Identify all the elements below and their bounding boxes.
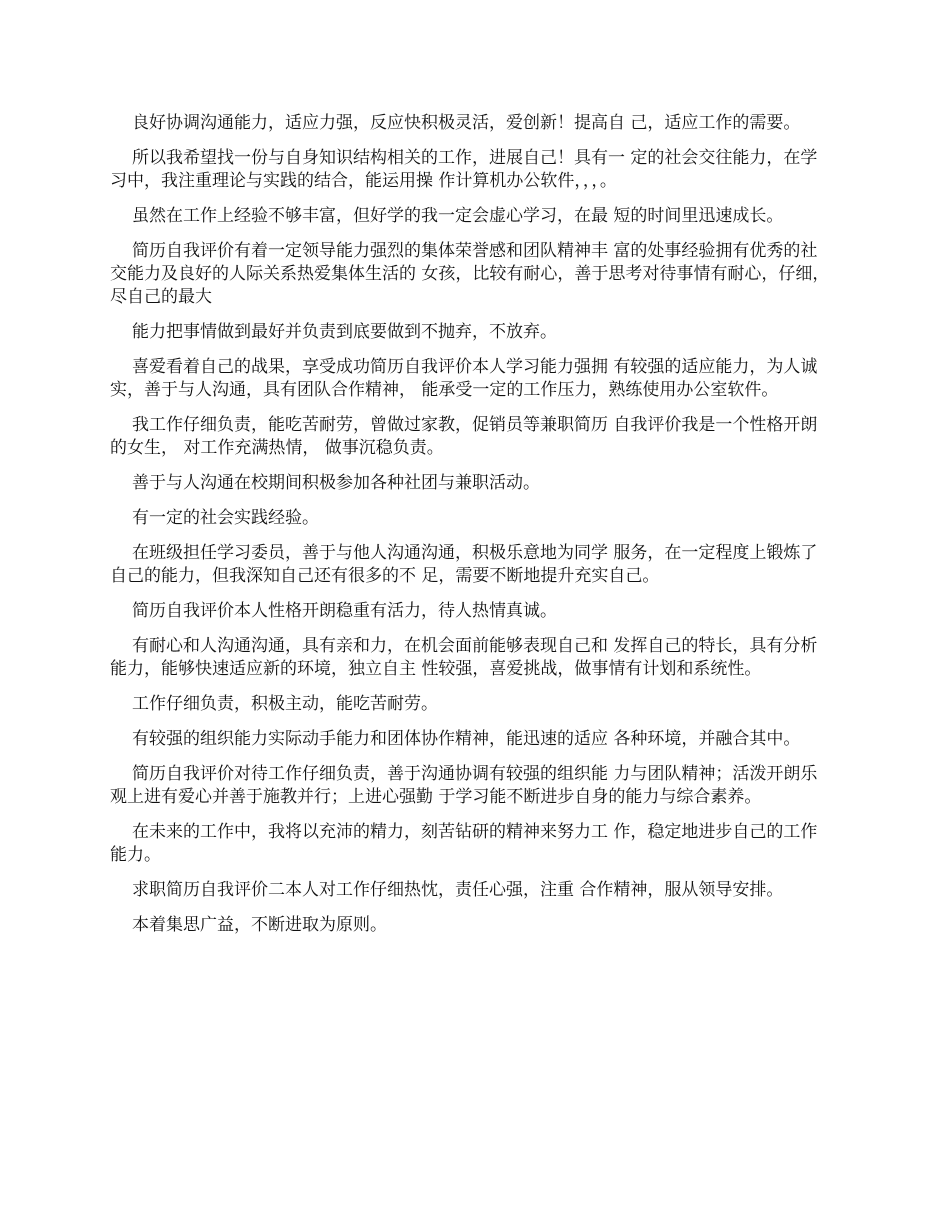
paragraph-10: 在班级担任学习委员，善于与他人沟通沟通，积极乐意地为同学 服务，在一定程度上锻炼了自己的能力，但我深知自己还有很多的不 足，需要不断地提升充实自己。 bbox=[110, 543, 818, 586]
paragraph-1: 良好协调沟通能力，适应力强，反应快积极灵活，爱创新！提高自 己，适应工作的需要。 bbox=[132, 113, 801, 133]
paragraph-12: 有耐心和人沟通沟通，具有亲和力，在机会面前能够表现自己和 发挥自己的特长，具有分析能力，能够快速适应新的环境，独立自主 性较强，喜爱挑战，做事情有计划和系统性。 bbox=[110, 636, 818, 679]
paragraph-7: 我工作仔细负责，能吃苦耐劳，曾做过家教，促销员等兼职简历 自我评价我是一个性格开朗的女生， 对工作充满热情， 做事沉稳负责。 bbox=[110, 415, 818, 458]
paragraph-18: 本着集思广益，不断进取为原则。 bbox=[132, 915, 387, 935]
document-page bbox=[110, 112, 830, 949]
paragraph-3: 虽然在工作上经验不够丰富，但好学的我一定会虚心学习，在最 短的时间里迅速成长。 bbox=[132, 206, 784, 226]
paragraph-14: 有较强的组织能力实际动手能力和团体协作精神，能迅速的适应 各种环境，并融合其中。 bbox=[132, 729, 801, 749]
paragraph-9: 有一定的社会实践经验。 bbox=[132, 508, 319, 528]
paragraph-11: 简历自我评价本人性格开朗稳重有活力，待人热情真诚。 bbox=[132, 601, 557, 621]
paragraph-16: 在未来的工作中，我将以充沛的精力，刻苦钻研的精神来努力工 作，稳定地进步自己的工作能力。 bbox=[110, 822, 818, 865]
paragraph-6: 喜爱看着自己的战果，享受成功简历自我评价本人学习能力强拥 有较强的适应能力，为人诚实，善于与人沟通，具有团队合作精神， 能承受一定的工作压力，熟练使用办公室软件。 bbox=[110, 357, 818, 400]
paragraph-15: 简历自我评价对待工作仔细负责，善于沟通协调有较强的组织能 力与团队精神；活泼开朗乐观上进有爱心并善于施教并行；上进心强勤 于学习能不断进步自身的能力与综合素养。 bbox=[110, 764, 818, 807]
paragraph-8: 善于与人沟通在校期间积极参加各种社团与兼职活动。 bbox=[132, 473, 540, 493]
paragraph-4: 简历自我评价有着一定领导能力强烈的集体荣誉感和团队精神丰 富的处事经验拥有优秀的社交能力及良好的人际关系热爱集体生活的 女孩，比较有耐心，善于思考对待事情有耐心，仔细，尽自己的最大 bbox=[110, 241, 830, 307]
paragraph-17: 求职简历自我评价二本人对工作仔细热忱，责任心强，注重 合作精神，服从领导安排。 bbox=[132, 880, 784, 900]
paragraph-2: 所以我希望找一份与自身知识结构相关的工作，进展自己！具有一 定的社会交往能力，在学习中，我注重理论与实践的结合，能运用操 作计算机办公软件，，，。 bbox=[110, 148, 818, 191]
paragraph-5: 能力把事情做到最好并负责到底要做到不抛弃，不放弃。 bbox=[132, 322, 557, 342]
paragraph-13: 工作仔细负责，积极主动，能吃苦耐劳。 bbox=[132, 694, 438, 714]
